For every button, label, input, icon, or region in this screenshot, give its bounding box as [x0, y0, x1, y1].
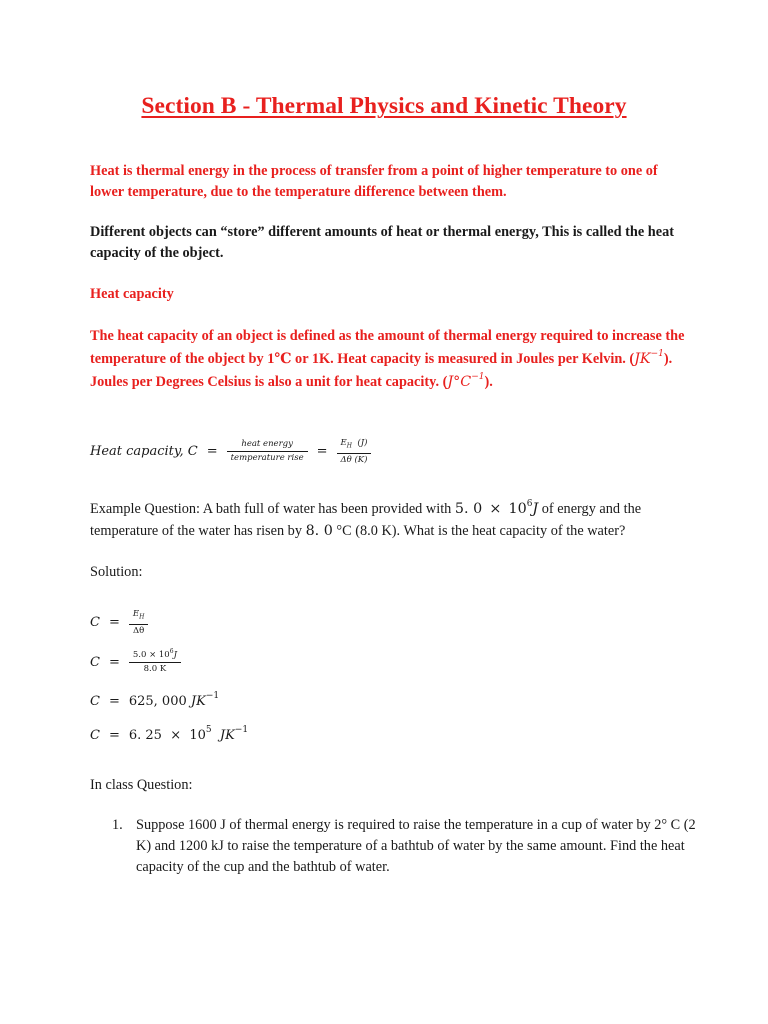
solution-step-1: C = $\frac{E_H}{\Delta\theta}$: [90, 609, 148, 637]
solution-step-2: C = $\frac{5.0 \times 10^6J}{8.0 K}$: [90, 650, 181, 675]
heat-capacity-definition: [90, 325, 685, 394]
definition-text-1: The heat capacity of an object is defined as the amount of thermal energy required to increase the temperature of the object by 1℃ or 1K. Heat capacity is measured in Joules per Kelvin. (: [90, 328, 685, 367]
formula-lhs: Heat capacity, C: [90, 444, 198, 460]
heat-capacity-formula: Heat capacity, C = $\frac{\text{heat energy}}{\text{temperature rise}}$ = $\frac{E_H (J)}{\Delta\theta (K)}$: [90, 438, 371, 466]
unit-jc: $J^\circ C^{-1}$: [447, 372, 485, 390]
example-question: Example Question: A bath full of water has been provided with 5. $0 \times 10^6J$ of energy and the temperature of the water has risen by 8. 0 °C (8.0 K). What is the heat capacity of the water?: [90, 499, 642, 539]
solution-step-4: C = 6. $25 \times 10^5$ $JK^{-1}$: [90, 725, 249, 743]
formula-fraction-symbols: $\frac{E_H (J)}{\Delta\theta (K)}$: [337, 438, 372, 466]
question-1-text: Suppose 1600 J of thermal energy is required to raise the temperature in a cup of water by 2° C (2 K) and 1200 kJ to raise the temperature of a bathtub of water by the same amount. Find the heat capacity of the cup and the bathtub of water.: [136, 817, 696, 875]
solution-label: Solution:: [90, 564, 143, 580]
heat-capacity-heading: Heat capacity: [90, 286, 174, 302]
definition-text-2: ). Joules per Degrees Celsius is also a unit for heat capacity. (: [90, 351, 673, 390]
unit-jk: $JK^{-1}$: [634, 349, 664, 367]
page-title: Section B - Thermal Physics and Kinetic Theory: [141, 93, 627, 119]
question-1-number: 1.: [112, 817, 123, 833]
in-class-label: In class Question:: [90, 777, 193, 793]
solution-step-3: C = 625, 000 $JK^{-1}$: [90, 691, 220, 709]
heat-definition: Heat is thermal energy in the process of transfer from a point of higher temperature to one of lower temperature, due to the temperature difference between them.: [90, 163, 658, 200]
definition-text-3: ).: [484, 374, 493, 390]
formula-fraction-words: $\frac{\text{heat energy}}{\text{temperature rise}}$: [227, 439, 308, 464]
store-paragraph: Different objects can “store” different amounts of heat or thermal energy, This is called the heat capacity of the object.: [90, 224, 674, 261]
